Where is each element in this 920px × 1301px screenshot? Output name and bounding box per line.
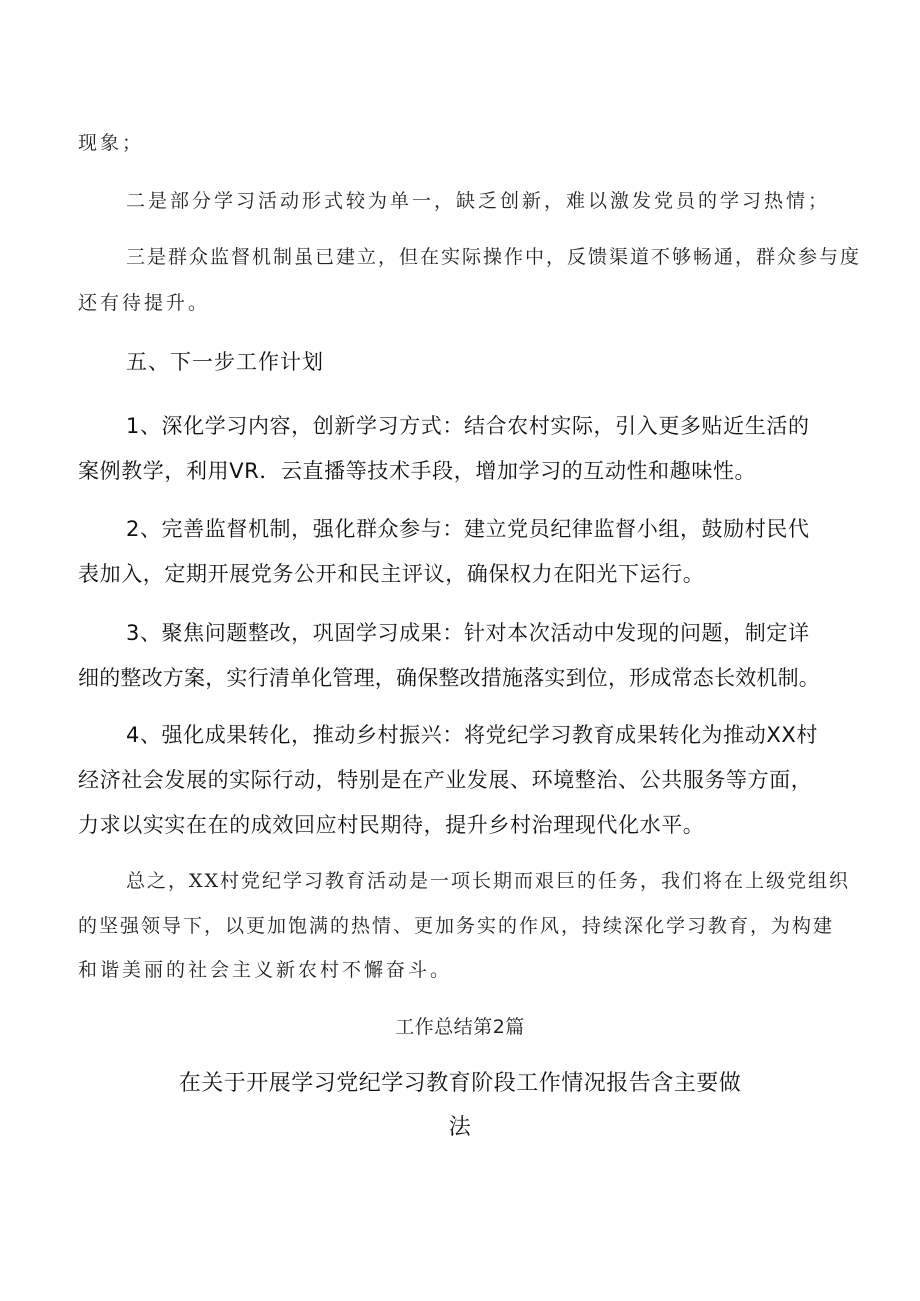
issue-3-line-1: 三是群众监督机制虽已建立，但在实际操作中，反馈渠道不够畅通，群众参与度 [126,246,862,268]
conclusion-line-1: 总之，XX村党纪学习教育活动是一项长期而艰巨的任务，我们将在上级党组织 [126,870,851,892]
plan-2-line-2: 表加入，定期开展党务公开和民主评议，确保权力在阳光下运行。 [78,562,705,586]
plan-1-line-1: 1、深化学习内容，创新学习方式：结合农村实际，引入更多贴近生活的 [126,414,810,438]
plan-2-line-1: 2、完善监督机制，强化群众参与：建立党员纪律监督小组，鼓励村民代 [126,517,810,541]
plan-4-line-3: 力求以实实在在的成效回应村民期待，提升乡村治理现代化水平。 [78,813,705,837]
next-article-label: 工作总结第2篇 [395,1016,525,1038]
next-article-title-line-2: 法 [448,1115,472,1140]
plan-3-line-2: 细的整改方案，实行清单化管理，确保整改措施落实到位，形成常态长效机制。 [78,666,820,690]
issue-3-line-2: 还有待提升。 [78,292,211,314]
plan-4-line-1: 4、强化成果转化，推动乡村振兴：将党纪学习教育成果转化为推动XX村 [126,723,818,747]
intro-line-1: 现象； [78,132,145,154]
plan-4-line-2: 经济社会发展的实际行动，特别是在产业发展、环境整治、公共服务等方面， [78,768,813,792]
conclusion-line-2: 的坚强领导下，以更加饱满的热情、更加务实的作风，持续深化学习教育，为构建 [78,915,835,937]
conclusion-line-3: 和谐美丽的社会主义新农村不懈奋斗。 [78,959,453,981]
plan-3-line-1: 3、聚焦问题整改，巩固学习成果：针对本次活动中发现的问题，制定详 [126,621,810,645]
next-article-title-line-1: 在关于开展学习党纪学习教育阶段工作情况报告含主要做 [178,1071,742,1096]
section-heading: 五、下一步工作计划 [126,350,324,374]
issue-2-text: 二是部分学习活动形式较为单一，缺乏创新，难以激发党员的学习热情； [126,190,831,212]
plan-1-line-2: 案例教学，利用VR．云直播等技术手段，增加学习的互动性和趣味性。 [78,459,757,483]
